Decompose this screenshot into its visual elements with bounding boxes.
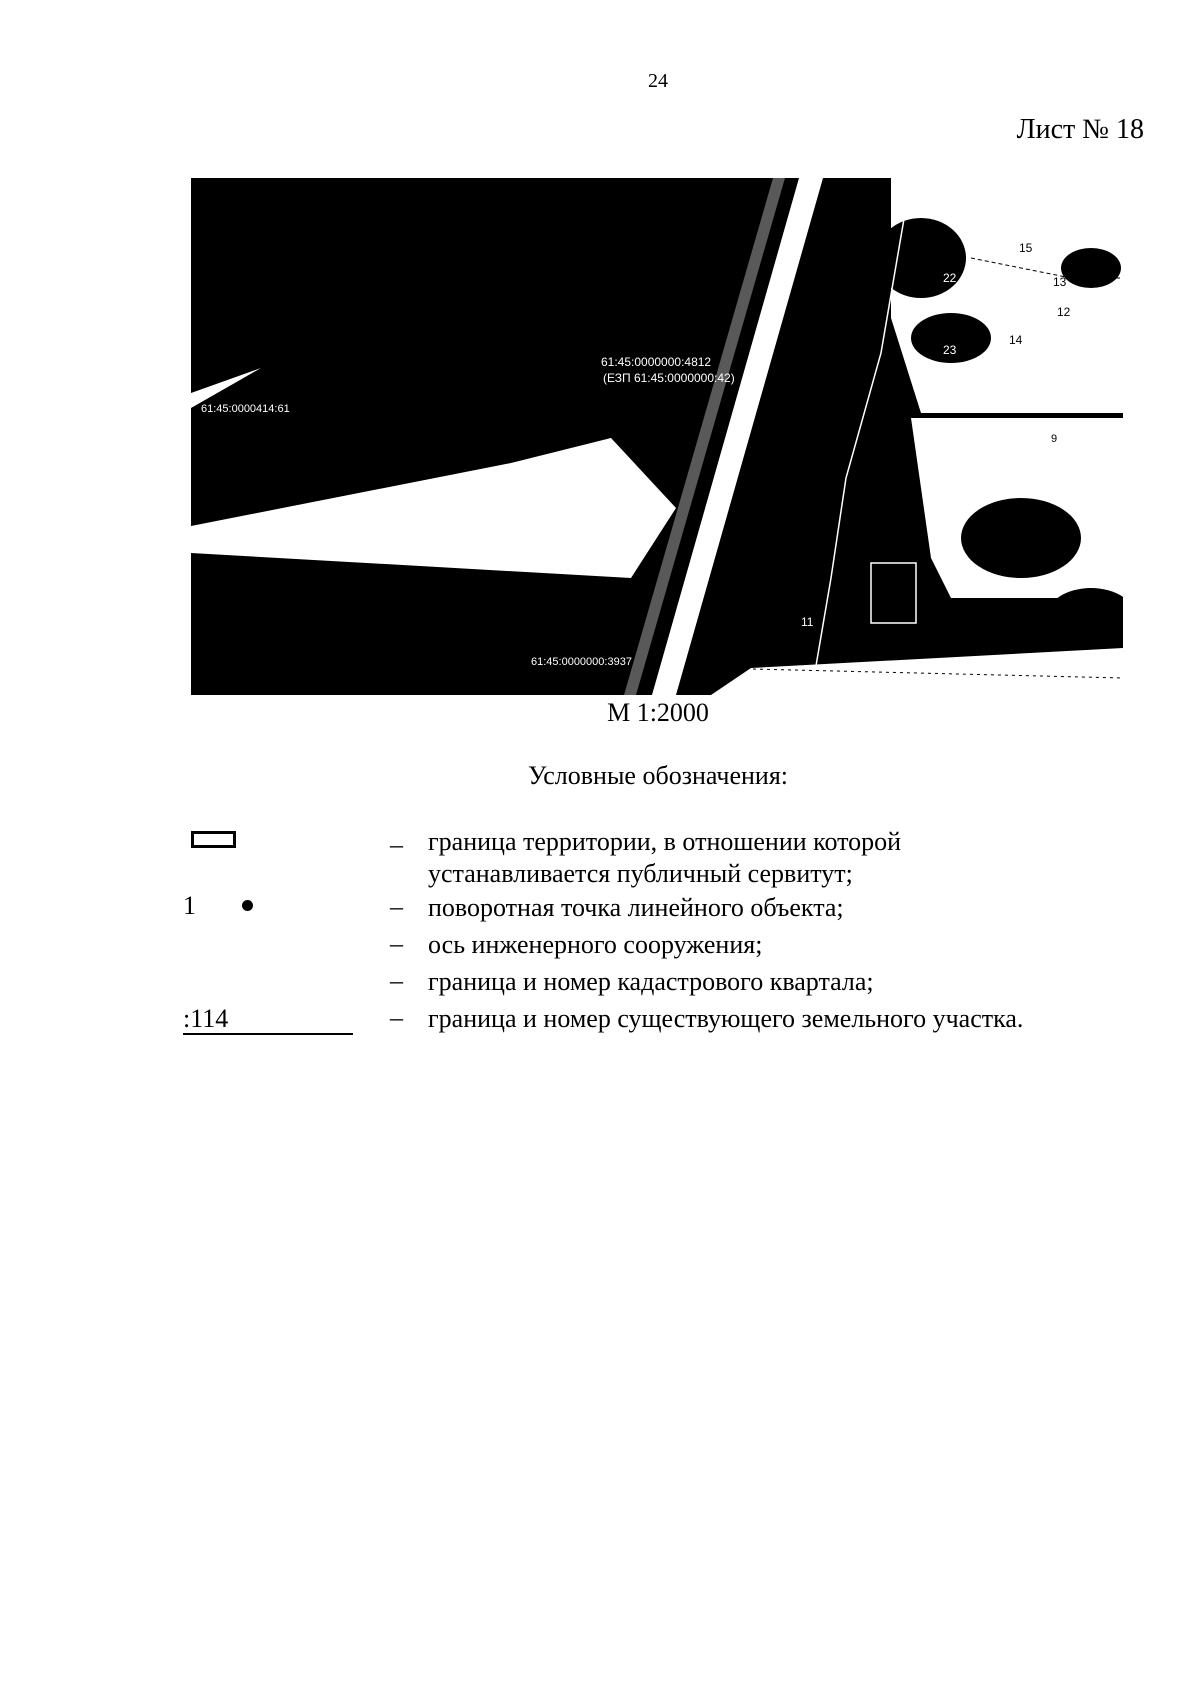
legend-text: граница и номер кадастрового квартала; — [428, 967, 874, 996]
map-point-13: 13 — [1053, 275, 1067, 289]
legend-title: Условные обозначения: — [527, 761, 789, 790]
legend-dash: – — [390, 1003, 403, 1032]
map-label-2: (ЕЗП 61:45:0000000:42) — [603, 371, 735, 385]
page-number: 24 — [648, 70, 668, 92]
map-point-12: 12 — [1057, 305, 1071, 319]
legend-text: граница и номер существующего земельного участка. — [428, 1004, 1024, 1033]
map-label-4: 61:45:0000000:3937 — [531, 656, 632, 668]
legend-text: поворотная точка линейного объекта; — [428, 893, 844, 922]
map-point-22: 22 — [943, 271, 957, 285]
legend-symbol-point-label: 1 — [183, 891, 196, 920]
map-point-23: 23 — [943, 343, 957, 357]
legend-text: граница территории, в отношении которой — [428, 827, 902, 856]
legend-symbol-parcel: :114 — [183, 1005, 353, 1035]
legend-dash: – — [390, 929, 403, 958]
map-scale: М 1:2000 — [607, 698, 709, 727]
map-point-11: 11 — [801, 615, 814, 629]
legend-text: ось инженерного сооружения; — [428, 930, 763, 959]
map-label-1: 61:45:0000000:4812 — [601, 355, 712, 369]
map-point-15: 15 — [1019, 241, 1033, 255]
map-point-14: 14 — [1009, 333, 1023, 347]
sheet-label: Лист № 18 — [1016, 114, 1144, 145]
legend-symbol-boundary-rectangle — [191, 831, 236, 848]
legend-dash: – — [390, 830, 403, 859]
legend-text: устанавливается публичный сервитут; — [428, 859, 853, 888]
legend-dash: – — [390, 892, 403, 921]
legend-symbol-point — [242, 900, 253, 911]
map-image — [191, 178, 1123, 695]
legend-dash: – — [390, 966, 403, 995]
map-label-3: 61:45:0000414:61 — [201, 403, 290, 415]
map-point-9: 9 — [1051, 433, 1058, 445]
